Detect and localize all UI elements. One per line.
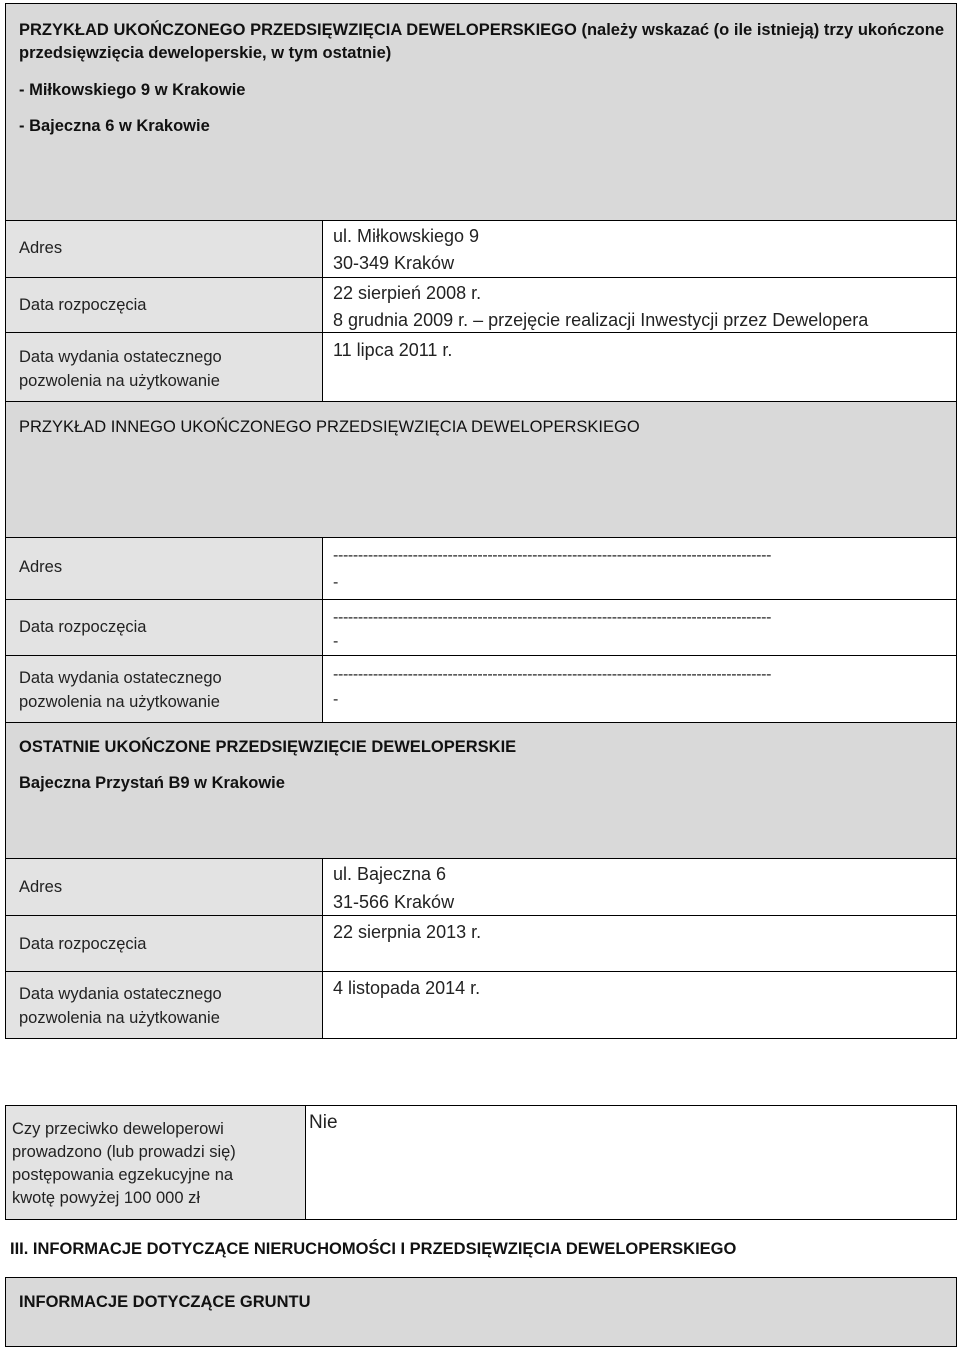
block1-start-line2	[333, 307, 868, 334]
block2-label-address: Adres	[19, 558, 63, 576]
block2-label-permit-line1: Data wydania ostatecznego	[19, 669, 222, 687]
block1-label-permit-line1: Data wydania ostatecznego	[19, 348, 222, 366]
block3-start-date: 22 sierpnia 2013 r.	[333, 922, 482, 942]
block2-value-start-cell	[322, 599, 957, 656]
block1-start-date2: 8 grudnia 2009 r.	[333, 310, 469, 330]
block1-label-start-cell	[5, 277, 323, 333]
block3-label-start-cell	[5, 915, 323, 972]
block2-value-address-cell	[322, 537, 957, 600]
block1-item-1: - Miłkowskiego 9 w Krakowie	[19, 81, 246, 99]
block2-header-cell	[5, 401, 957, 538]
block2-label-address-cell	[5, 537, 323, 600]
enforcement-question-line4: kwotę powyżej 100 000 zł	[12, 1189, 201, 1207]
block2-start-dash-tail: -	[333, 633, 339, 650]
block1-label-address-cell	[5, 220, 323, 278]
enforcement-question-line3: postępowania egzekucyjne na	[12, 1166, 234, 1184]
block1-header: PRZYKŁAD UKOŃCZONEGO PRZEDSIĘWZIĘCIA DEWELOPERSKIEGO (należy wskazać (o ile istnieją) trzy ukończone przedsięwzięcia deweloperskie, w tym ostatnie)	[19, 21, 944, 62]
block2-address-dashes: ----------------------------------------------------------------------------------------	[333, 547, 772, 564]
block1-address-line2: 30-349 Kraków	[333, 253, 455, 273]
block2-header: PRZYKŁAD INNEGO UKOŃCZONEGO PRZEDSIĘWZIĘCIA DEWELOPERSKIEGO	[19, 418, 640, 436]
block1-label-start: Data rozpoczęcia	[19, 296, 147, 314]
block1-label-permit-line2: pozwolenia na użytkowanie	[19, 372, 220, 390]
block3-label-permit-line1: Data wydania ostatecznego	[19, 985, 222, 1003]
block3-permit-date: 4 listopada 2014 r.	[333, 978, 481, 998]
block1-value-start-cell	[322, 277, 957, 333]
block1-address-line1: ul. Miłkowskiego 9	[333, 226, 480, 246]
block2-start-dashes: ----------------------------------------------------------------------------------------	[333, 609, 772, 626]
block1-start-line1: 22 sierpień 2008 r.	[333, 283, 482, 303]
block2-permit-dashes: ----------------------------------------------------------------------------------------	[333, 666, 772, 683]
block3-value-permit-cell	[322, 971, 957, 1039]
block3-label-address-cell	[5, 858, 323, 916]
section3-title: III. INFORMACJE DOTYCZĄCE NIERUCHOMOŚCI I PRZEDSIĘWZIĘCIA DEWELOPERSKIEGO	[10, 1240, 737, 1258]
block3-label-address: Adres	[19, 878, 63, 896]
block3-label-start: Data rozpoczęcia	[19, 935, 147, 953]
block1-label-address: Adres	[19, 239, 63, 257]
block2-permit-dash-tail: -	[333, 691, 339, 708]
block2-label-start-cell	[5, 599, 323, 656]
block3-subheader: Bajeczna Przystań B9 w Krakowie	[19, 774, 285, 792]
enforcement-answer: Nie	[309, 1112, 338, 1133]
block1-value-address-cell	[322, 220, 957, 278]
block1-header-cell	[5, 3, 957, 221]
block2-label-start: Data rozpoczęcia	[19, 618, 147, 636]
block3-header-cell	[5, 722, 957, 859]
land-info-header: INFORMACJE DOTYCZĄCE GRUNTU	[19, 1293, 311, 1311]
block3-address-line2: 31-566 Kraków	[333, 892, 455, 912]
enforcement-question-cell	[5, 1105, 306, 1220]
block1-label-permit-cell	[5, 332, 323, 402]
block1-permit-date: 11 lipca 2011 r.	[333, 340, 453, 360]
block3-header: OSTATNIE UKOŃCZONE PRZEDSIĘWZIĘCIE DEWELOPERSKIE	[19, 738, 517, 756]
block3-label-permit-cell	[5, 971, 323, 1039]
enforcement-question-line1: Czy przeciwko deweloperowi	[12, 1120, 224, 1138]
block3-value-address-cell	[322, 858, 957, 916]
block2-label-permit-cell	[5, 655, 323, 723]
block1-start-note: – przejęcie realizacji Inwestycji przez Dewelopera	[473, 310, 869, 330]
block1-item-2: - Bajeczna 6 w Krakowie	[19, 117, 210, 135]
block1-value-permit-cell	[322, 332, 957, 402]
block3-value-start-cell	[322, 915, 957, 972]
enforcement-answer-cell	[305, 1105, 957, 1220]
block2-label-permit-line2: pozwolenia na użytkowanie	[19, 693, 220, 711]
block2-value-permit-cell	[322, 655, 957, 723]
block3-label-permit-line2: pozwolenia na użytkowanie	[19, 1009, 220, 1027]
block2-address-dash-tail: -	[333, 574, 339, 591]
enforcement-question-line2: prowadzono (lub prowadzi się)	[12, 1143, 236, 1161]
land-info-header-cell	[5, 1277, 957, 1347]
block3-address-line1: ul. Bajeczna 6	[333, 864, 447, 884]
